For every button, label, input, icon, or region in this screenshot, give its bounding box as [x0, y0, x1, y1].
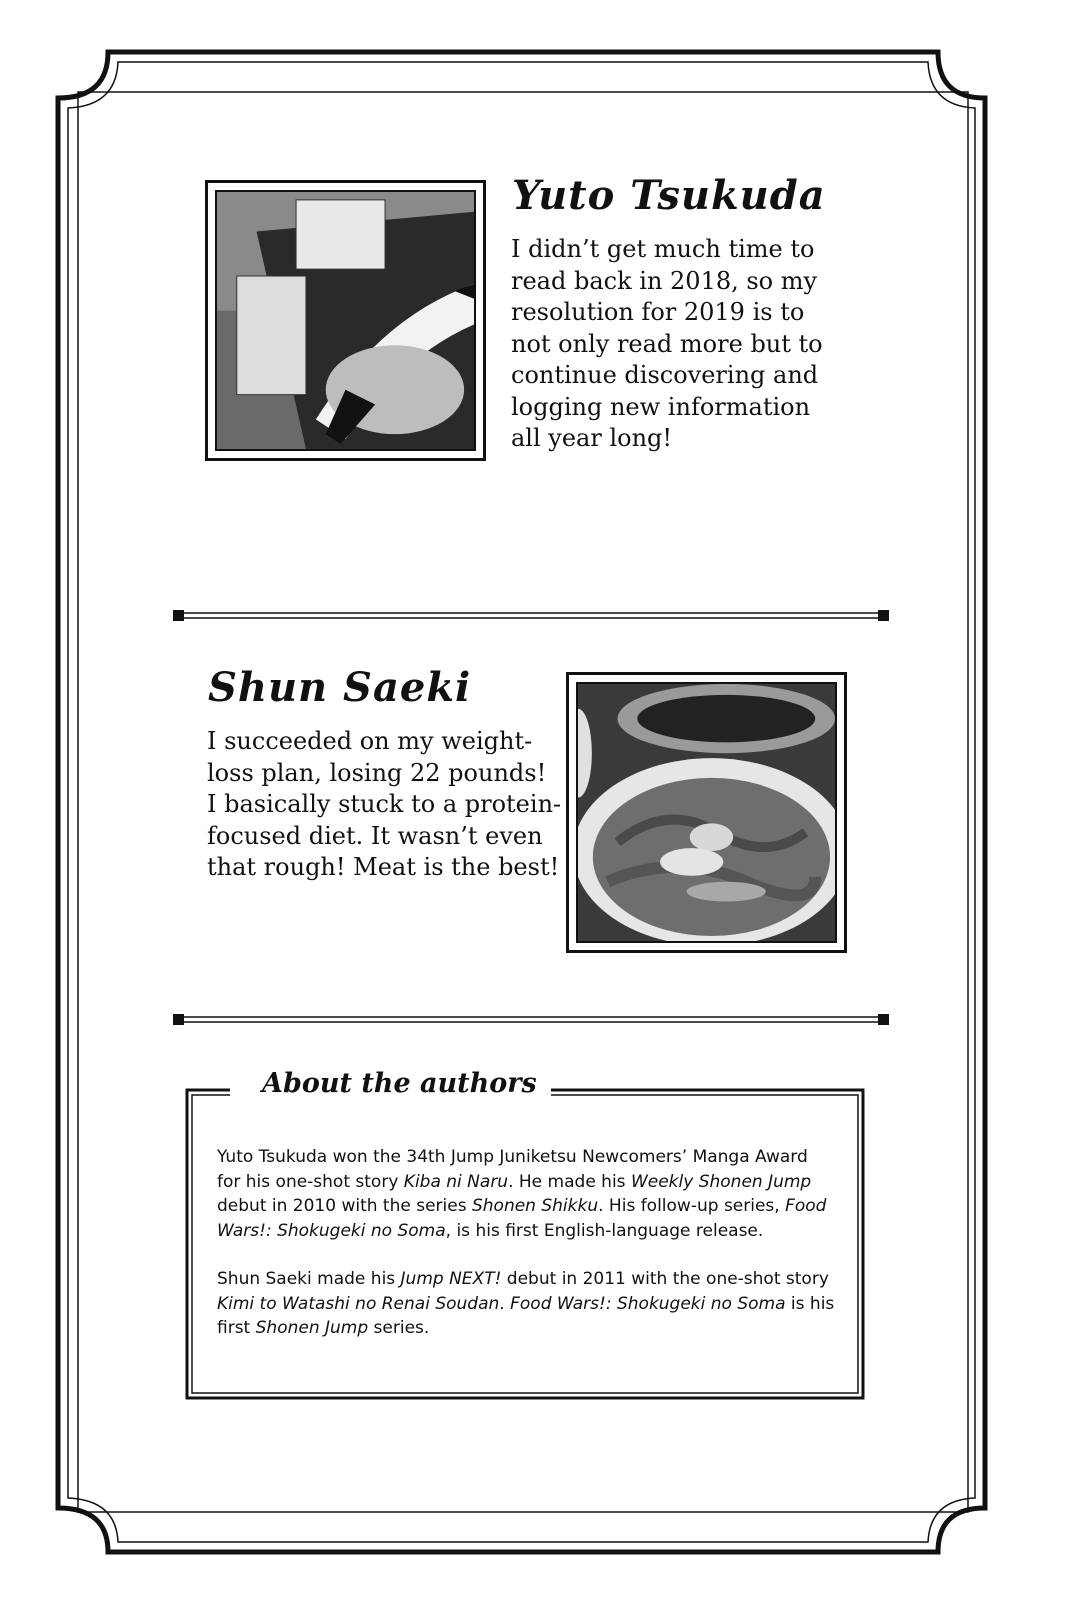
- bio-text: Yuto Tsukuda won the 34th Jump Juniketsu Newcomers’ Manga Award: [217, 1147, 808, 1167]
- comment-line: continue discovering and: [511, 361, 819, 389]
- bio-line: [217, 1292, 847, 1317]
- bio-title-text: Wars!: Shokugeki no Soma: [217, 1220, 446, 1241]
- comment-line: loss plan, losing 22 pounds!: [207, 758, 547, 787]
- comment-line: that rough! Meat is the best!: [207, 853, 560, 881]
- comment-line: logging new information: [511, 392, 811, 421]
- comment-line: not only read more but to: [511, 329, 823, 358]
- bio-text: .: [499, 1293, 511, 1314]
- section-divider: [170, 1010, 895, 1030]
- bio-line: [217, 1316, 847, 1341]
- shun-saeki-photo: [566, 672, 847, 953]
- author-comment-yuto-tsukuda: [511, 234, 823, 455]
- bio-text: is his: [785, 1293, 835, 1314]
- comment-line: I succeeded on my weight-: [207, 727, 533, 755]
- comment-line: resolution for 2019 is to: [511, 298, 805, 326]
- bio-line: [217, 1170, 847, 1195]
- author-name-shun-saeki: Shun Saeki: [208, 664, 472, 711]
- bio-text: series.: [368, 1318, 430, 1338]
- bio-text: Shun Saeki made his: [217, 1269, 401, 1289]
- bio-text: , is his first English-language release.: [445, 1220, 764, 1241]
- section-divider: [170, 606, 895, 626]
- yuto-tsukuda-photo: [205, 180, 486, 461]
- bio-title-text: Shonen Jump: [255, 1318, 369, 1338]
- author-comment-shun-saeki: [207, 726, 561, 884]
- bio-title-text: Weekly Shonen Jump: [630, 1171, 812, 1192]
- bio-line: [217, 1267, 847, 1292]
- bio-text: debut in 2010 with the series: [217, 1196, 472, 1216]
- bio-text: . His follow-up series,: [598, 1196, 786, 1216]
- bio-title-text: Kiba ni Naru: [403, 1171, 509, 1192]
- about-authors-body: [217, 1145, 847, 1365]
- comment-line: read back in 2018, so my: [511, 266, 818, 295]
- bio-title-text: Food: [785, 1196, 827, 1216]
- bio-line: [217, 1145, 847, 1170]
- comment-line: all year long!: [511, 424, 673, 452]
- bio-text: first: [217, 1318, 256, 1338]
- comment-line: I basically stuck to a protein-: [207, 790, 562, 818]
- bio-line: [217, 1219, 847, 1244]
- bio-text: debut in 2011 with the one-shot story: [501, 1269, 829, 1289]
- meat-dish-image: [578, 684, 835, 941]
- bio-title-text: Shonen Shikku: [471, 1196, 599, 1216]
- author-name-yuto-tsukuda: Yuto Tsukuda: [512, 172, 826, 219]
- bio-shun-saeki: [217, 1267, 847, 1341]
- bio-line: [217, 1194, 847, 1219]
- bio-title-text: Jump NEXT!: [400, 1269, 502, 1289]
- bio-title-text: Kimi to Watashi no Renai Soudan: [217, 1293, 500, 1314]
- bio-title-text: Food Wars!: Shokugeki no Soma: [510, 1293, 786, 1314]
- bio-text: for his one-shot story: [217, 1171, 404, 1192]
- about-authors-title: About the authors: [262, 1068, 551, 1099]
- bio-text: . He made his: [508, 1171, 631, 1192]
- comment-line: I didn’t get much time to: [511, 235, 815, 263]
- figure-boxes-image: [217, 192, 474, 449]
- bio-yuto-tsukuda: [217, 1145, 847, 1243]
- comment-line: focused diet. It wasn’t even: [207, 821, 543, 850]
